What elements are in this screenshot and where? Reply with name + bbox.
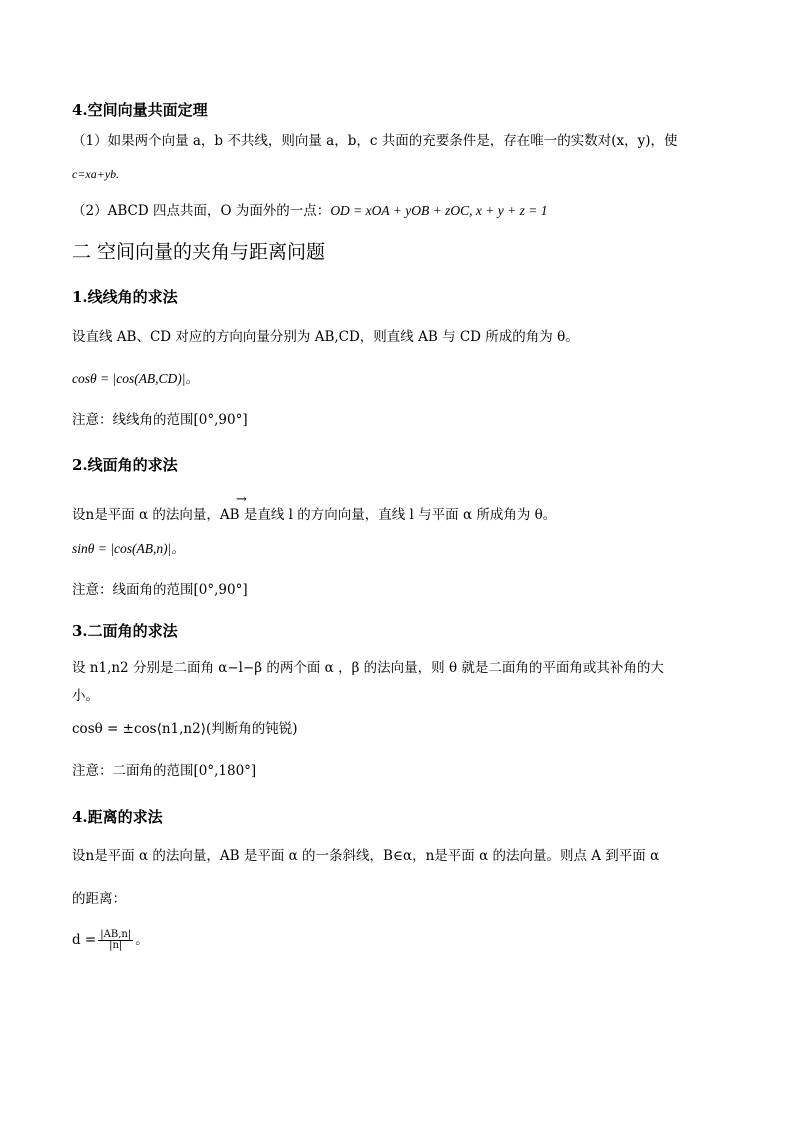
heading-line-plane-angle: 2.线面角的求法 [72, 456, 178, 474]
line-plane-angle-formula: sinθ = |cos(AB,n)|。 [72, 541, 185, 556]
line-line-angle-note: 注意：线线角的范围[0°,90°] [72, 412, 248, 428]
distance-formula-end: 。 [135, 932, 149, 948]
heading-dihedral-angle: 3.二面角的求法 [72, 622, 178, 640]
heading-coplanar-theorem: 4.空间向量共面定理 [72, 101, 208, 119]
coplanar-four-points-formula: OD = xOA + yOB + zOC, x + y + z = 1 [330, 203, 548, 218]
heading-distance: 4.距离的求法 [72, 808, 163, 826]
distance-desc-line2: 的距离： [72, 891, 126, 907]
line-plane-angle-desc: 设n是平面 α 的法向量，AB 是直线 l 的方向向量，直线 l 与平面 α 所成角为 θ。 [72, 507, 557, 523]
coplanar-four-points-text: （2）ABCD 四点共面，O 为面外的一点： [72, 203, 331, 219]
coplanar-four-points [72, 204, 547, 219]
dihedral-formula: cosθ = ±cos⟨n1,n2⟩(判断角的钝锐) [72, 721, 298, 737]
dihedral-desc-line1: 设 n1,n2 分别是二面角 α−l−β 的两个面 α ，β 的法向量，则 θ 就是二面角的平面角或其补角的大 [72, 660, 664, 676]
distance-desc-line1: 设n是平面 α 的法向量，AB 是平面 α 的一条斜线，B∈α，n是平面 α 的法向量。则点 A 到平面 α [72, 848, 660, 864]
distance-fraction-denominator: |n| [109, 940, 123, 951]
line-line-angle-formula: cosθ = |cos(AB,CD)|。 [72, 371, 200, 386]
coplanar-condition-line2: c=xa+yb. [72, 167, 120, 181]
coplanar-condition-line1: （1）如果两个向量 a，b 不共线，则向量 a，b，c 共面的充要条件是，存在唯一的实数对(x，y)，使 [72, 133, 678, 149]
line-plane-angle-note: 注意：线面角的范围[0°,90°] [72, 582, 248, 598]
arrow-over-ab-icon: → [236, 492, 247, 507]
dihedral-desc-line2: 小。 [72, 688, 99, 704]
section-title-angles-distances: 二 空间向量的夹角与距离问题 [72, 241, 326, 263]
dihedral-note: 注意：二面角的范围[0°,180°] [72, 763, 257, 779]
line-line-angle-desc: 设直线 AB、CD 对应的方向向量分别为 AB,CD，则直线 AB 与 CD 所成的角为 θ。 [72, 329, 579, 345]
distance-formula-lhs: d = [72, 932, 97, 948]
distance-fraction-numerator: |AB,n| [100, 929, 132, 940]
heading-line-line-angle: 1.线线角的求法 [72, 288, 178, 306]
distance-fraction [98, 930, 133, 951]
distance-formula [72, 930, 149, 951]
